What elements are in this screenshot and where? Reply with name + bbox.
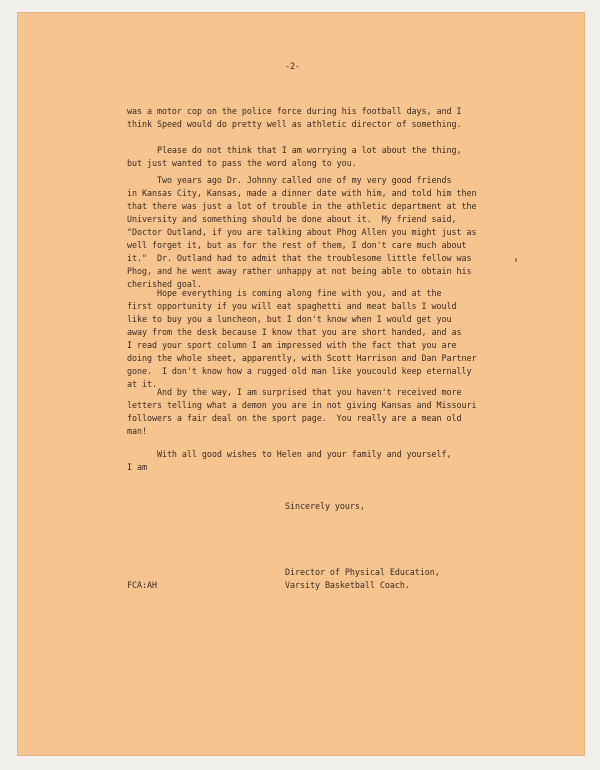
paragraph-dr-johnny: Two years ago Dr. Johnny called one of my very good friends in Kansas City, Kansas, made a dinner date with him, and told him then that there was just a lot of trouble in the athletic department at the University and something should be done about it. My friend said, "Doctor Outland, if you are talking about Phog Allen you might just as well forget it, but as for the rest of them, I don't care much about it." Dr. Outland had to admit that the troublesome little fellow was Phog, and he went away rather unhappy at not being able to obtain his cherished goal. <box>127 175 477 289</box>
letter-page <box>17 12 585 756</box>
paragraph-wishes: With all good wishes to Helen and your family and yourself, I am <box>127 449 452 472</box>
paragraph-luncheon: Hope everything is coming along fine with you, and at the first opportunity if you will eat spaghetti and meat balls I would like to buy you a luncheon, but I don't know when I would get you away from the desk because I know that you are short handed, and as I read your sport column I am impressed with the fact that you are doing the whole sheet, apparently, with Scott Harrison and Dan Partner gone. I don't know how a rugged old man like youcould keep eternally at it. <box>127 288 477 389</box>
margin-mark <box>515 258 517 262</box>
page-number: -2- <box>285 61 300 71</box>
paragraph-letters: And by the way, I am surprised that you haven't received more letters telling what a demon you are in not giving Kansas and Missouri followers a fair deal on the sport page. You really are a mean old man! <box>127 387 477 436</box>
signature-title-line-2: Varsity Basketball Coach. <box>285 580 410 590</box>
signature-title-line-1: Director of Physical Education, <box>285 567 440 577</box>
typist-initials: FCA:AH <box>127 580 157 590</box>
paragraph-worry: Please do not think that I am worrying a lot about the thing, but just wanted to pass the word along to you. <box>127 145 462 168</box>
closing-line: Sincerely yours, <box>285 501 365 511</box>
paragraph-continuation: was a motor cop on the police force during his football days, and I think Speed would do pretty well as athletic director of something. <box>127 106 462 129</box>
